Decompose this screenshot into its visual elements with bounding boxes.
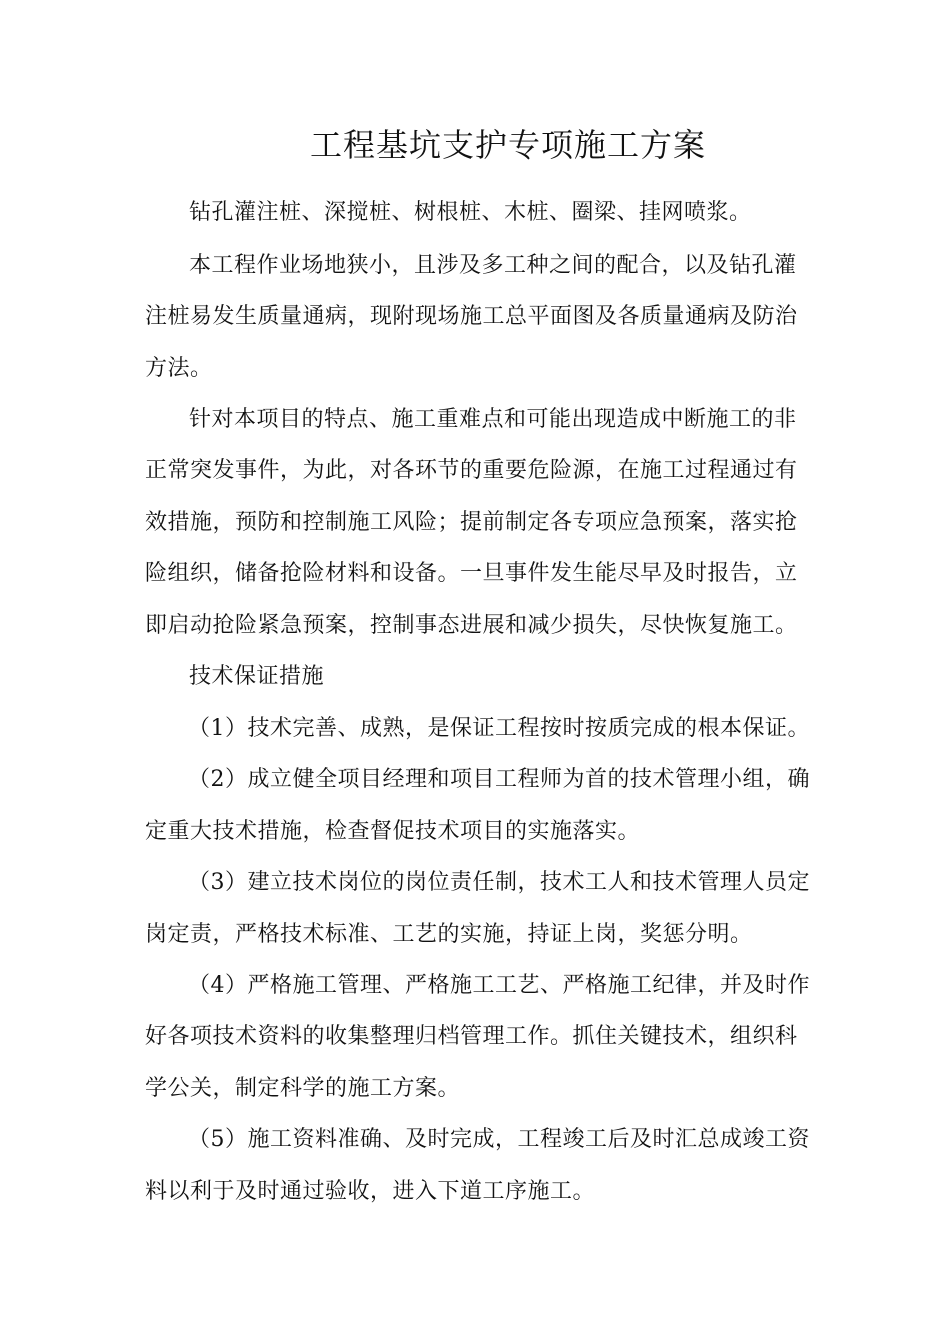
list-item-line: （2）成立健全项目经理和项目工程师为首的技术管理小组，确 — [188, 767, 810, 792]
paragraph-line: 方法。 — [145, 356, 213, 381]
section-heading: 技术保证措施 — [189, 664, 325, 689]
list-item-line: （1）技术完善、成熟，是保证工程按时按质完成的根本保证。 — [188, 716, 810, 741]
list-item-line: （3）建立技术岗位的岗位责任制，技术工人和技术管理人员定 — [188, 870, 810, 895]
paragraph-line: 本工程作业场地狭小，且涉及多工种之间的配合，以及钻孔灌 — [189, 253, 797, 278]
list-item-line: 岗定责，严格技术标准、工艺的实施，持证上岗，奖惩分明。 — [145, 922, 753, 947]
list-item-line: （4）严格施工管理、严格施工工艺、严格施工纪律，并及时作 — [188, 973, 810, 998]
paragraph-line: 险组织，储备抢险材料和设备。一旦事件发生能尽早及时报告，立 — [145, 561, 798, 586]
list-item-line: 好各项技术资料的收集整理归档管理工作。抓住关键技术，组织科 — [145, 1024, 798, 1049]
paragraph-line: 正常突发事件，为此，对各环节的重要危险源，在施工过程通过有 — [145, 458, 798, 483]
paragraph-line: 效措施，预防和控制施工风险；提前制定各专项应急预案，落实抢 — [145, 510, 798, 535]
paragraph-line: 注桩易发生质量通病，现附现场施工总平面图及各质量通病及防治 — [145, 304, 798, 329]
list-item-line: 学公关，制定科学的施工方案。 — [145, 1076, 461, 1101]
paragraph-line: 针对本项目的特点、施工重难点和可能出现造成中断施工的非 — [189, 407, 797, 432]
paragraph-line: 即启动抢险紧急预案，控制事态进展和减少损失，尽快恢复施工。 — [145, 613, 798, 638]
list-item-line: 定重大技术措施，检查督促技术项目的实施落实。 — [145, 819, 641, 844]
list-item-line: （5）施工资料准确、及时完成，工程竣工后及时汇总成竣工资 — [188, 1127, 810, 1152]
paragraph-line: 钻孔灌注桩、深搅桩、树根桩、木桩、圈梁、挂网喷浆。 — [189, 200, 752, 225]
list-item-line: 料以利于及时通过验收，进入下道工序施工。 — [145, 1179, 596, 1204]
document-title: 工程基坑支护专项施工方案 — [309, 126, 706, 164]
